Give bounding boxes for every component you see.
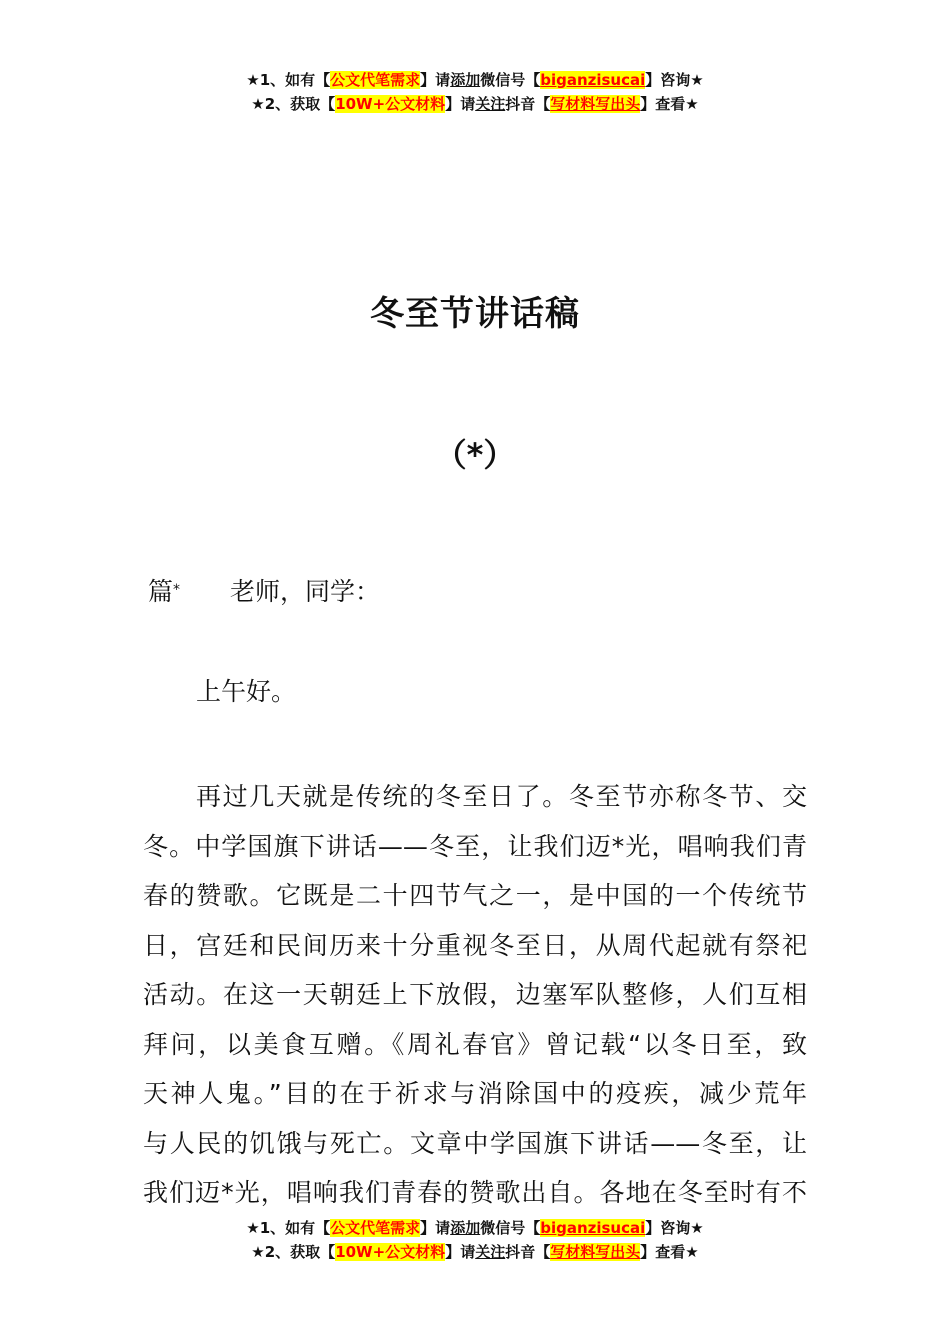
promo-highlight-service: 公文代笔需求 [330, 1219, 421, 1237]
promo-text: ★2、获取【 [251, 1243, 336, 1261]
promo-underline-follow: 关注 [475, 95, 506, 113]
promo-text: ★2、获取【 [251, 95, 336, 113]
promo-highlight-materials: 10W+公文材料 [335, 1243, 446, 1261]
promo-text: 】查看★ [640, 95, 699, 113]
promo-line-2 [0, 1240, 950, 1264]
promo-text: 】请 [420, 71, 451, 89]
promo-text: 】请 [445, 95, 476, 113]
paragraph-line: 活动。在这一天朝廷上下放假，边塞军队整修，人们互相 [143, 980, 807, 1009]
promo-text: 微信号【 [480, 71, 541, 89]
promo-underline-follow: 关注 [475, 1243, 506, 1261]
promo-text: ★1、如有【 [246, 1219, 331, 1237]
greeting: 上午好。 [196, 677, 297, 706]
salutation-marker: * [173, 582, 181, 598]
promo-text: 】查看★ [640, 1243, 699, 1261]
paragraph-line: 冬。中学国旗下讲话——冬至，让我们迈*光，唱响我们青 [143, 831, 807, 861]
document-title: 冬至节讲话稿 [370, 294, 580, 334]
promo-line-1 [0, 1216, 950, 1240]
body-paragraph [143, 772, 807, 1218]
salutation-prefix: 篇 [148, 577, 174, 606]
promo-underline-add: 添加 [450, 1219, 481, 1237]
paragraph-line: 拜问，以美食互赠。《周礼春官》曾记载“以冬日至，致 [143, 1029, 807, 1059]
salutation-text: 老师，同学： [230, 577, 381, 606]
paragraph-line: 日，宫廷和民间历来十分重视冬至日，从周代起就有祭祀 [143, 930, 807, 960]
promo-wechat-id: biganzisucai [540, 1219, 646, 1237]
document-subtitle: （*） [434, 436, 516, 474]
footer-promo [0, 1216, 950, 1264]
promo-text: ★1、如有【 [246, 71, 331, 89]
promo-highlight-materials: 10W+公文材料 [335, 95, 446, 113]
paragraph-line: 春的赞歌。它既是二十四节气之一，是中国的一个传统节 [143, 881, 807, 910]
salutation [148, 574, 380, 610]
promo-line-1 [0, 68, 950, 92]
promo-text: 微信号【 [480, 1219, 541, 1237]
promo-line-2 [0, 92, 950, 116]
promo-wechat-id: biganzisucai [540, 71, 646, 89]
paragraph-line: 与人民的饥饿与死亡。文章中学国旗下讲话——冬至，让 [143, 1128, 807, 1158]
promo-underline-add: 添加 [450, 71, 481, 89]
promo-highlight-service: 公文代笔需求 [330, 71, 421, 89]
promo-text: 】请 [445, 1243, 476, 1261]
paragraph-line: 我们迈*光，唱响我们青春的赞歌出自。各地在冬至时有不 [143, 1178, 807, 1207]
paragraph-line: 天神人鬼。”目的在于祈求与消除国中的疫疾，减少荒年 [143, 1079, 807, 1108]
promo-text: 】咨询★ [645, 71, 704, 89]
promo-text: 】咨询★ [645, 1219, 704, 1237]
promo-text: 抖音【 [505, 95, 551, 113]
promo-text: 】请 [420, 1219, 451, 1237]
header-promo [0, 68, 950, 116]
promo-douyin-account: 写材料写出头 [550, 95, 641, 113]
promo-text: 抖音【 [505, 1243, 551, 1261]
promo-douyin-account: 写材料写出头 [550, 1243, 641, 1261]
paragraph-line: 再过几天就是传统的冬至日了。冬至节亦称冬节、交 [196, 782, 807, 811]
